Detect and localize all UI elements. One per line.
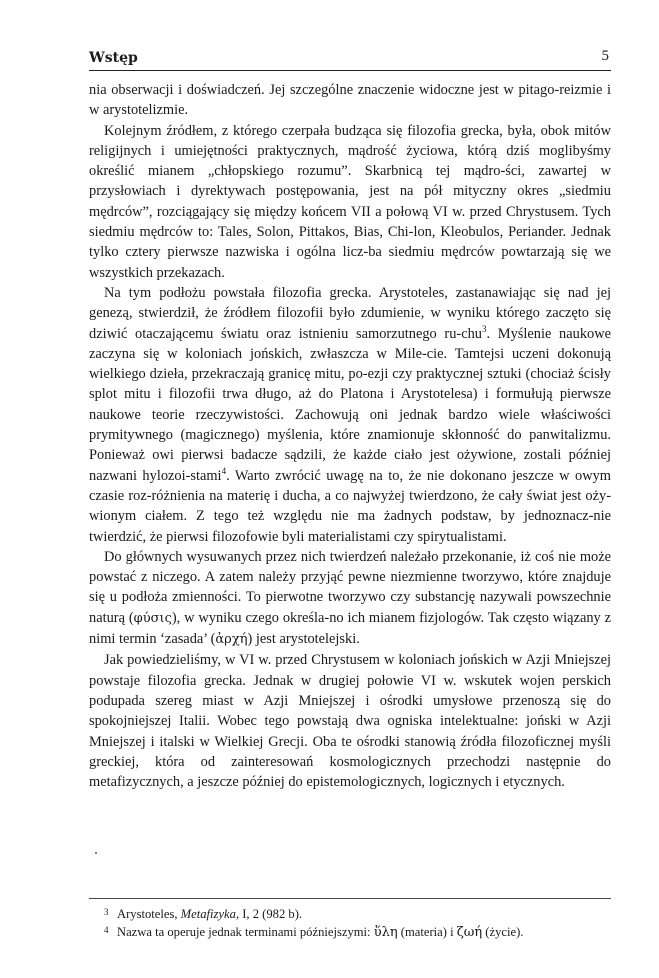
paragraph: Do głównych wysuwanych przez nich twierdzeń należało przekonanie, iż coś nie może powstać z niczego. A zatem należy przyjąć pewne niezmienne tworzywo, które znajduje się u podłoża zmienności. To pierwotne tworzywo czy substancję nazywali powszechnie naturą (φύσις), w wyniku czego określa-no ich mianem fizjologów. Tak często wiązany z nimi termin ‘zasada’ (ἀρχή) jest arystotelejski. [89, 548, 611, 648]
paragraph: Kolejnym źródłem, z którego czerpała budząca się filozofia grecka, była, obok mitów religijnych i umiejętności praktycznych, mądrość życiowa, którą dziś moglibyśmy określić mianem „chłopskiego rozumu”. Skarbnicą tej mądro-ści, zawartej w przysłowiach i dyrektywach postępowania, jest na pół mityczny okres „siedmiu mędrców”, rozciągający się między końcem VII a połową VI w. przed Chrystusem. Tych siedmiu mędrców to: Tales, Solon, Pittakos, Bias, Chi-lon, Kleobulos, Periander. Jednak tylko cztery pierwsze nazwiska i ogólna licz-ba siedmiu mędrców powtarzają się we wszystkich przekazach. [89, 122, 611, 281]
greek-term-hyle: ὕλη [373, 924, 398, 940]
greek-term-physis: φύσις [133, 610, 172, 626]
body-text [89, 80, 611, 792]
greek-term-arche: ἀρχή [215, 632, 248, 648]
paragraph: Jak powiedzieliśmy, w VI w. przed Chrystusem w koloniach jońskich w Azji Mniejszej powstaje filozofia grecka. Jednak w drugiej połowie VI w. wskutek wojen perskich podupada szereg miast w Azji Mniejszej i ośrodki umysłowe przenoszą się do spokojniejszej Italii. Wobec tego powstają dwa ogniska intelektualne: joński w Azji Mniejszej i italski w Wielkiej Grecji. Oba te ośrodki stanowią źródła filozoficznej myśli greckiej, która od zainteresowań kosmologicznych przechodzi następnie do metafizycznych, a jeszcze później do epistemologicznych, logicznych i etycznych. [89, 652, 611, 791]
footnote-4: 4 Nazwa ta operuje jednak terminami późniejszymi: ὕλη (materia) i ζωή (życie). [89, 924, 611, 942]
running-head: Wstęp [89, 50, 138, 66]
print-speck [95, 852, 97, 854]
footnote-3: 3 Arystoteles, Metafizyka, I, 2 (982 b). [89, 906, 611, 924]
footnotes [89, 906, 611, 941]
greek-term-zoe: ζωή [456, 924, 483, 940]
paragraph: nia obserwacji i doświadczeń. Jej szczególne znaczenie widoczne jest w pitago-reizmie i w arystotelizmie. [89, 82, 611, 119]
page-number: 5 [601, 48, 609, 64]
footnote-mark: 3 [104, 907, 109, 917]
page-header [89, 48, 611, 71]
footnote-ref-3: 3 [482, 323, 487, 334]
footnote-ref-4: 4 [221, 465, 227, 476]
paragraph: Na tym podłożu powstała filozofia grecka. Arystoteles, zastanawiając się nad jej genezą, stwierdził, że źródłem filozofii było zdumienie, w wyniku którego zaczęto się dziwić otaczającemu światu oraz istnieniu samorzutnego ru-chu$^3$. Myślenie naukowe zaczyna się w koloniach jońskich, zwłaszcza w Mile-cie. Tamtejsi uczeni dokonują wielkiego dzieła, przekraczają granicę mitu, po-ezji czy praktycznej sztuki (chociaż ścisły splot mitu i filozofii trwa długo, aż do Platona i Arystotelesa) i formułują pierwsze naukowe teorie rzeczywistości. Zachowują oni jednak bardzo wiele właściwości prymitywnego (magicznego) myślenia, które znamionuje skłonność do panwitalizmu. Ponieważ owi pierwsi badacze sądzili, że każde ciało jest ożywione, zostali później nazwani hylozoi-stami$^4$. Warto zwrócić uwagę na to, że nie dokonano jeszcze w owym czasie roz-różnienia na materię i ducha, a co najwyżej twierdzono, że cały świat jest oży-wionym ciałem. Z tego też względu nie ma żadnych podstaw, by jednoznacz-nie twierdzić, że pierwsi filozofowie byli materialistami czy spirytualistami. [89, 284, 611, 545]
footnote-mark: 4 [104, 924, 109, 935]
footnote-rule [89, 898, 611, 899]
book-title: Metafizyka [180, 907, 236, 921]
